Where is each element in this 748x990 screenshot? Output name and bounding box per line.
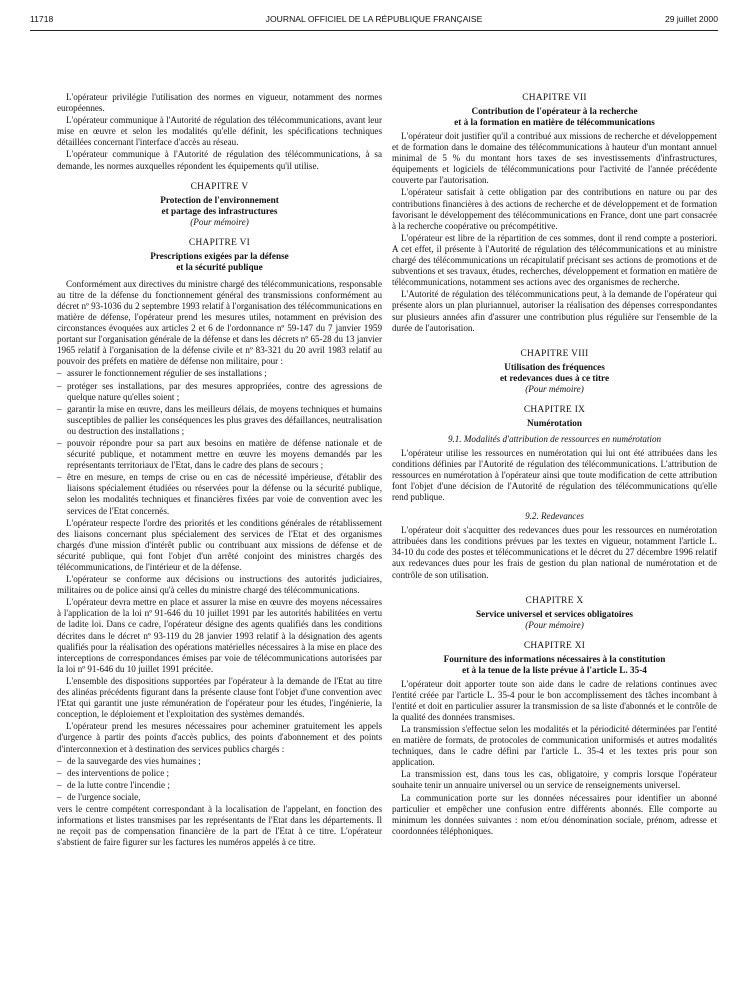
chapter-note: (Pour mémoire)	[525, 383, 584, 394]
list-item: – de la sauvegarde des vies humaines ;	[57, 756, 382, 767]
chapter-title: et la sécurité publique	[176, 261, 263, 272]
paragraph: L'opérateur communique à l'Autorité de régulation des télécommunications, avant leur mise en œuvre et selon les modalités qu'elle définit, les spécifications techniques détaillées concernant l'interface d'accès au réseau.	[57, 115, 382, 148]
paragraph: L'opérateur utilise les ressources en numérotation qui lui ont été attribuées dans les conditions définies par l'Autorité de régulation des télécommunications. L'attribution de ressources en numérotation à l'opérateur ainsi que toute modification de cette attribution font l'objet d'une décision de l'Autorité de régulation des télécommunications qu'elle rend publique.	[392, 447, 717, 503]
issue-date: 29 juillet 2000	[664, 14, 718, 24]
left-column	[57, 92, 382, 849]
chapter-title: et à la formation en matière de télécommunications	[454, 117, 655, 127]
chapter-title: Protection de l'environnement	[160, 194, 279, 205]
list-item: – assurer le fonctionnement régulier de ses installations ;	[57, 368, 382, 379]
chapter-title: Service universel et services obligatoires	[476, 608, 633, 619]
paragraph: L'opérateur respecte l'ordre des priorités et les conditions générales de rétablissement des liaisons concernant plus spécialement des services de l'Etat et des organismes chargés d'une mission d'intérêt public ou contribuant aux missions de défense et de sécurité publique, qui font l'objet d'un arrêté conjoint des ministres chargés des télécommunications, de l'intérieur et de la défense.	[57, 517, 382, 572]
paragraph: L'ensemble des dispositions supportées par l'opérateur à la demande de l'Etat au titre des alinéas précédents figurant dans la présente clause font l'objet d'une convention avec l'Etat qui garantit une juste rémunération de l'opérateur pour les études, l'ingénierie, la conception, le déploiement et l'exploitation des systèmes demandés.	[57, 675, 382, 720]
paragraph: L'opérateur communique à l'Autorité de régulation des télécommunications, à sa demande, les normes auxquelles répondent les équipements qu'il utilise.	[57, 149, 382, 171]
paragraph: L'opérateur doit apporter toute son aide dans le cadre de relations continues avec l'entité créée par l'article L. 35-4 pour le bon accomplissement des tâches incombant à l'entité et doit en particulier assurer la transmission de sa liste d'abonnés et le contrôle de la qualité des données transmises.	[392, 678, 717, 722]
chapter-title: Utilisation des fréquences	[504, 361, 605, 372]
page-number: 11718	[30, 14, 54, 24]
chapter-title: Prescriptions exigées par la défense	[150, 250, 289, 261]
chapter-heading: CHAPITRE VII	[522, 93, 587, 103]
chapter-heading: CHAPITRE V	[190, 181, 249, 192]
paragraph: L'opérateur privilégie l'utilisation des normes en vigueur, notamment des normes européennes.	[57, 92, 382, 114]
journal-title: JOURNAL OFFICIEL DE LA RÉPUBLIQUE FRANÇAISE	[265, 14, 483, 24]
list-item: – pouvoir répondre pour sa part aux besoins en matière de défense nationale et de sécurité publique, et notamment mettre en œuvre les moyens demandés par les représentants territoriaux de l'Etat, dans le cadre des plans de secours ;	[57, 438, 382, 471]
paragraph: vers le centre compétent correspondant à la localisation de l'appelant, en fonction des informations et listes transmises par les représentants de l'Etat dans les départements. Il ne reçoit pas de compensation financière de la part de l'Etat à ce titre. L'opérateur s'abstient de faire figurer sur les factures les numéros appelés à ce titre.	[57, 803, 382, 848]
chapter-heading: CHAPITRE IX	[523, 404, 586, 415]
list-item: – être en mesure, en temps de crise ou en cas de nécessité impérieuse, d'établir des liaisons spécialement étudiées ou réservées pour la défense ou la sécurité publique, selon les modalités techniques et financières fixées par voie de convention avec les services de l'Etat concernés.	[57, 472, 382, 516]
chapter-title: et à la tenue de la liste prévue à l'article L. 35-4	[462, 664, 647, 675]
header-rule	[30, 30, 718, 31]
paragraph: L'opérateur doit justifier qu'il a contribué aux missions de recherche et développement et de formation dans le domaine des télécommunications à hauteur d'un montant annuel minimal de 5 % du montant hors taxes de ses investissements d'infrastructures, équipements et logiciels de télécommunications pour l'activité de l'année précédente couverte par l'autorisation.	[392, 131, 717, 186]
paragraph: L'opérateur prend les mesures nécessaires pour acheminer gratuitement les appels d'urgence à partir des points d'accès publics, des points d'abonnement et des points d'interconnexion et à destination des services publics chargés :	[57, 721, 382, 754]
chapter-note: (Pour mémoire)	[525, 619, 584, 630]
list-item: – protéger ses installations, par des mesures appropriées, contre des agressions de quelque nature qu'elles soient ;	[57, 381, 382, 403]
chapter-title: Contribution de l'opérateur à la recherche	[471, 106, 638, 116]
list-item: – de la lutte contre l'incendie ;	[57, 780, 382, 791]
paragraph: L'opérateur devra mettre en place et assurer la mise en œuvre des moyens nécessaires à l'application de la loi nº 91-646 du 10 juillet 1991 par les autorités habilitées en vertu de ladite loi. Dans ce cadre, l'opérateur désigne des agents qualifiés dans les conditions décrites dans le décret nº 93-119 du 28 janvier 1993 relatif à la désignation des agents qualifiés pour la réalisation des opérations matérielles nécessaires à la mise en place des interceptions de correspondances émises par voie de télécommunications autorisées par la loi nº 91-646 du 10 juillet 1991 précitée.	[57, 597, 382, 674]
section-heading: 9.1. Modalités d'attribution de ressources en numérotation	[447, 433, 662, 444]
chapter-title: Fourniture des informations nécessaires à la constitution	[443, 653, 666, 664]
chapter-heading: CHAPITRE VI	[188, 237, 251, 248]
page-header	[30, 12, 718, 28]
chapter-heading: CHAPITRE XI	[523, 640, 586, 651]
section-heading: 9.2. Redevances	[525, 511, 584, 522]
list-item: – de l'urgence sociale,	[57, 792, 382, 803]
chapter-heading: CHAPITRE VIII	[520, 348, 589, 359]
paragraph: Conformément aux directives du ministre chargé des télécommunications, responsable au titre de la défense du fonctionnement général des transmissions conformément au décret nº 93-1036 du 2 septembre 1993 relatif à l'organisation des télécommunications en matière de défense, l'opérateur prend les mesures utiles, notamment en prévision des circonstances évoquées aux articles 2 et 6 de l'ordonnance nº 59-147 du 7 janvier 1959 portant sur l'organisation générale de la défense et dans les décrets nº 65-28 du 13 janvier 1965 relatif à l'organisation de la défense civile et nº 83-321 du 20 avril 1983 relatif au pouvoir des préfets en matière de défense non militaire, pour :	[57, 278, 383, 367]
chapter-title: Numérotation	[527, 417, 582, 428]
paragraph: La transmission est, dans tous les cas, obligatoire, y compris lorsque l'opérateur souhaite tenir un annuaire universel ou un service de renseignements universel.	[392, 769, 717, 791]
paragraph: La transmission s'effectue selon les modalités et la périodicité déterminées par l'entité en matière de formats, de protocoles de communication uniformisés et autres modalités techniques, dans le cadre défini par l'article L. 35-4 et les textes pris pour son application.	[392, 724, 717, 768]
paragraph: L'opérateur est libre de la répartition de ces sommes, dont il rend compte a posteriori. A cet effet, il présente à l'Autorité de régulation des télécommunications et au ministre chargé des télécommunications un récapitulatif précisant ses actions de promotions et de subventions et ses travaux, études, recherches, développement et formation en matière de télécommunications, notamment ses actions avec des organismes de recherche.	[392, 232, 717, 288]
right-column	[392, 92, 717, 838]
paragraph: La communication porte sur les données nécessaires pour identifier un abonné particulier et empêcher une confusion entre différents abonnés. Elle comporte au minimum les données suivantes : nom et/ou dénomination sociale, prénom, adresse et coordonnées téléphoniques.	[392, 792, 717, 836]
paragraph: L'opérateur doit s'acquitter des redevances dues pour les ressources en numérotation attribuées dans les conditions prévues par les textes en vigueur, notamment l'article L. 34-10 du code des postes et télécommunications et le décret du 27 décembre 1996 relatif aux redevances dues pour les frais de gestion du plan national de numérotation et de contrôle de son utilisation.	[392, 525, 717, 580]
chapter-title: et partage des infrastructures	[161, 205, 278, 216]
paragraph: L'opérateur se conforme aux décisions ou instructions des autorités judiciaires, militaires ou de police ainsi qu'à celles du ministre chargé des télécommunications.	[57, 574, 382, 596]
paragraph: L'opérateur satisfait à cette obligation par des contributions en nature ou par des contributions financières à des actions de recherche et de développement et de formation favorisant le développement des télécommunications en France, dont une part consacrée à la recherche coopérative ou précompétitive.	[392, 187, 717, 231]
chapter-heading: CHAPITRE X	[525, 595, 584, 606]
list-item: – des interventions de police ;	[57, 768, 382, 779]
chapter-note: (Pour mémoire)	[190, 216, 249, 227]
paragraph: L'Autorité de régulation des télécommunications peut, à la demande de l'opérateur qui présente alors un plan pluriannuel, autoriser la réalisation des dépenses correspondantes sur plusieurs années afin d'assurer une contribution plus régulière sur l'ensemble de la durée de l'autorisation.	[392, 289, 717, 333]
list-item: – garantir la mise en œuvre, dans les meilleurs délais, de moyens techniques et humains susceptibles de pallier les conséquences les plus graves des défaillances, neutralisation ou destruction des installations ;	[57, 404, 382, 437]
chapter-title: et redevances dues à ce titre	[499, 372, 610, 383]
